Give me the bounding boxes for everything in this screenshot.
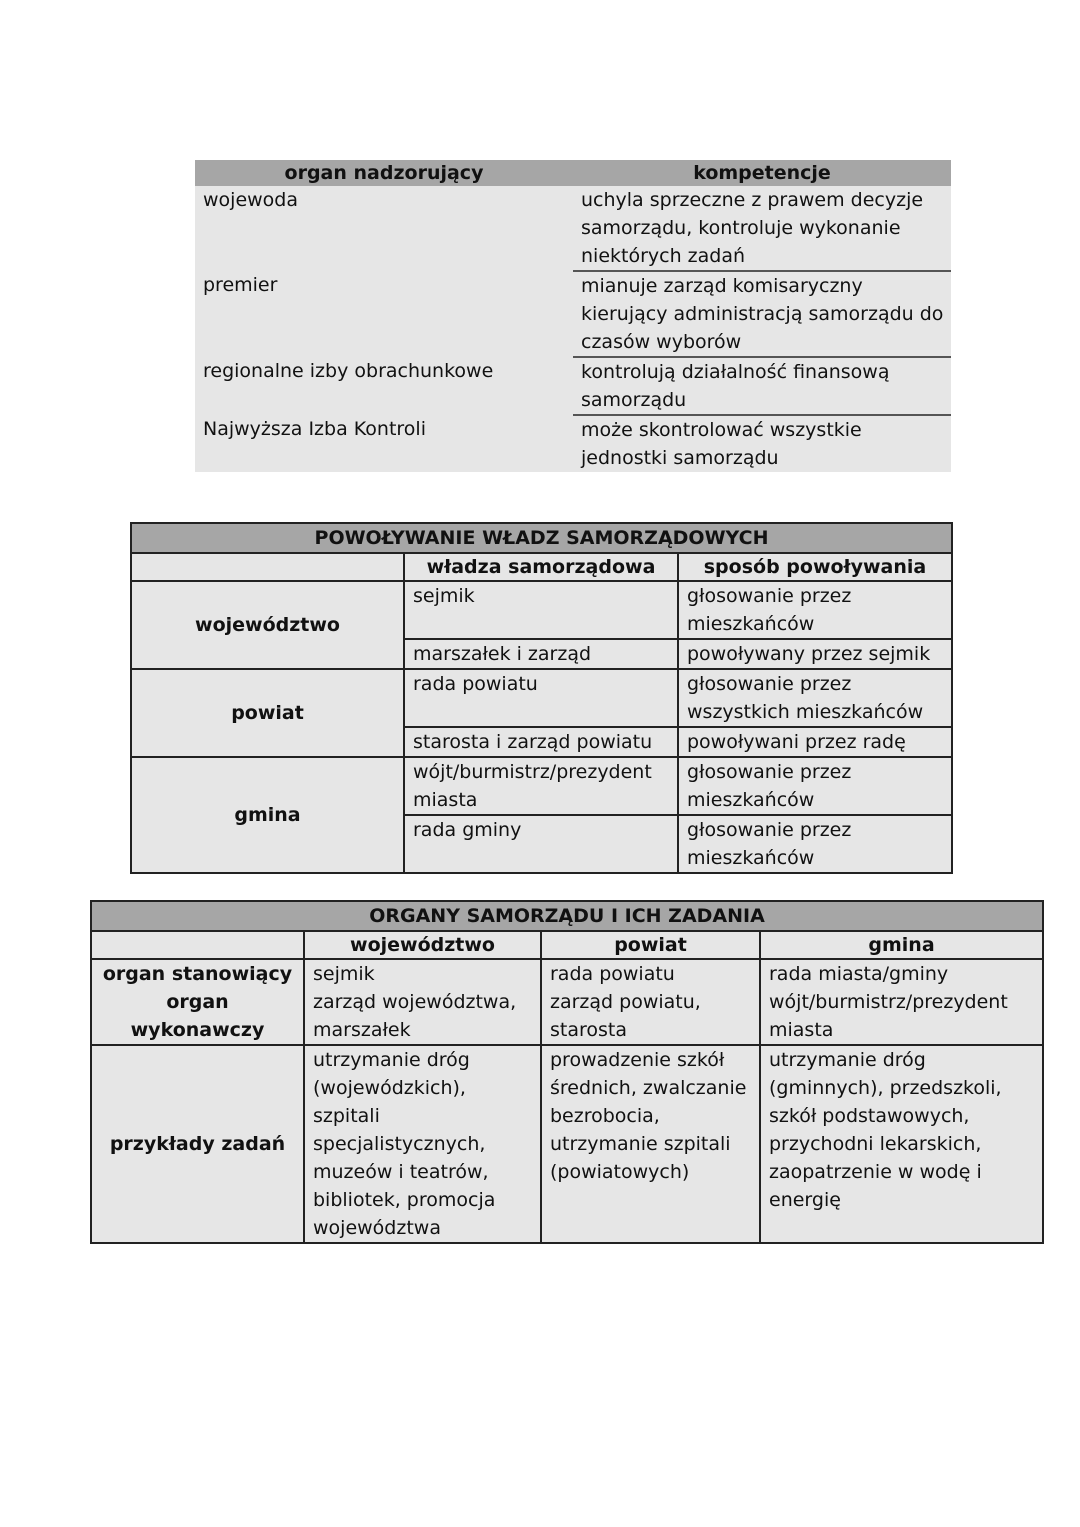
organs-cell: zarząd województwa, marszałek bbox=[304, 988, 541, 1045]
appointment-title: POWOŁYWANIE WŁADZ SAMORZĄDOWYCH bbox=[131, 523, 952, 553]
organs-row bbox=[91, 988, 1043, 1045]
organs-cell: wójt/burmistrz/prezydent miasta bbox=[760, 988, 1043, 1045]
organs-header-column: powiat bbox=[541, 931, 760, 959]
supervision-organ: regionalne izby obrachunkowe bbox=[195, 357, 573, 415]
organs-row bbox=[91, 959, 1043, 988]
supervision-competences: kontrolują działalność finansową samorządu bbox=[573, 357, 951, 415]
appointment-header-method: sposób powoływania bbox=[678, 553, 952, 581]
organs-title-row bbox=[91, 901, 1043, 931]
supervision-competences: mianuje zarząd komisaryczny kierujący administracją samorządu do czasów wyborów bbox=[573, 271, 951, 357]
organs-row-label: organ stanowiący bbox=[91, 959, 304, 988]
appointment-title-row bbox=[131, 523, 952, 553]
supervision-organ: Najwyższa Izba Kontroli bbox=[195, 415, 573, 472]
organs-cell: utrzymanie dróg (gminnych), przedszkoli, szkół podstawowych, przychodni lekarskich, zaopatrzenie w wodę i energię bbox=[760, 1045, 1043, 1243]
organs-row-label: organ wykonawczy bbox=[91, 988, 304, 1045]
organs-cell: sejmik bbox=[304, 959, 541, 988]
supervision-competences: uchyla sprzeczne z prawem decyzje samorządu, kontroluje wykonanie niektórych zadań bbox=[573, 186, 951, 271]
appointment-row bbox=[131, 757, 952, 815]
appointment-header-empty bbox=[131, 553, 404, 581]
supervision-row bbox=[195, 415, 951, 472]
supervision-table bbox=[195, 160, 951, 472]
organs-row-label: przykłady zadań bbox=[91, 1045, 304, 1243]
supervision-header-competences: kompetencje bbox=[573, 160, 951, 186]
appointment-authority: marszałek i zarząd bbox=[404, 639, 678, 669]
supervision-row bbox=[195, 271, 951, 357]
organs-table bbox=[90, 900, 1044, 1244]
appointment-unit: gmina bbox=[131, 757, 404, 873]
organs-header-column: województwo bbox=[304, 931, 541, 959]
appointment-method: powoływani przez radę bbox=[678, 727, 952, 757]
organs-cell: zarząd powiatu, starosta bbox=[541, 988, 760, 1045]
appointment-authority: rada powiatu bbox=[404, 669, 678, 727]
appointment-method: głosowanie przez wszystkich mieszkańców bbox=[678, 669, 952, 727]
supervision-organ: premier bbox=[195, 271, 573, 357]
organs-header-row bbox=[91, 931, 1043, 959]
appointment-method: powoływany przez sejmik bbox=[678, 639, 952, 669]
appointment-table bbox=[130, 522, 953, 874]
appointment-row bbox=[131, 669, 952, 727]
appointment-method: głosowanie przez mieszkańców bbox=[678, 757, 952, 815]
appointment-unit: województwo bbox=[131, 581, 404, 669]
appointment-authority: wójt/burmistrz/prezydent miasta bbox=[404, 757, 678, 815]
appointment-authority: starosta i zarząd powiatu bbox=[404, 727, 678, 757]
supervision-row bbox=[195, 357, 951, 415]
organs-header-column: gmina bbox=[760, 931, 1043, 959]
organs-cell: prowadzenie szkół średnich, zwalczanie bezrobocia, utrzymanie szpitali (powiatowych) bbox=[541, 1045, 760, 1243]
organs-row bbox=[91, 1045, 1043, 1243]
appointment-header-row bbox=[131, 553, 952, 581]
organs-cell: rada powiatu bbox=[541, 959, 760, 988]
organs-cell: rada miasta/gminy bbox=[760, 959, 1043, 988]
organs-cell: utrzymanie dróg (wojewódzkich), szpitali specjalistycznych, muzeów i teatrów, bibliotek, promocja województwa bbox=[304, 1045, 541, 1243]
appointment-method: głosowanie przez mieszkańców bbox=[678, 815, 952, 873]
appointment-header-authority: władza samorządowa bbox=[404, 553, 678, 581]
organs-title: ORGANY SAMORZĄDU I ICH ZADANIA bbox=[91, 901, 1043, 931]
supervision-header-organ: organ nadzorujący bbox=[195, 160, 573, 186]
appointment-method: głosowanie przez mieszkańców bbox=[678, 581, 952, 639]
appointment-row bbox=[131, 581, 952, 639]
supervision-header-row bbox=[195, 160, 951, 186]
supervision-row bbox=[195, 186, 951, 271]
appointment-authority: sejmik bbox=[404, 581, 678, 639]
organs-header-empty bbox=[91, 931, 304, 959]
supervision-competences: może skontrolować wszystkie jednostki samorządu bbox=[573, 415, 951, 472]
appointment-unit: powiat bbox=[131, 669, 404, 757]
supervision-organ: wojewoda bbox=[195, 186, 573, 271]
appointment-authority: rada gminy bbox=[404, 815, 678, 873]
